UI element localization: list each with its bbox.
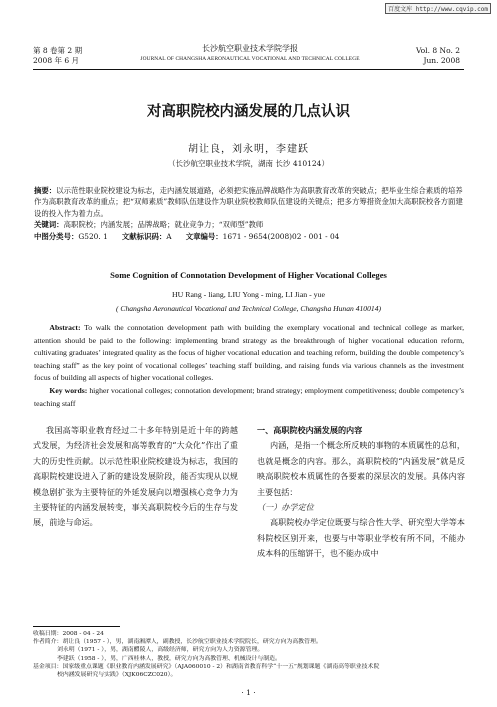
footnote bbox=[33, 630, 465, 679]
class-label: 中图分类号： bbox=[34, 231, 79, 241]
fund-line-1: 基金项目：国家级重点课题《职业教育内涵发展研究》（AJA060010 - 2）和湖南省教育科学“十一五”规划课题《湖南高等职业技术院 bbox=[33, 663, 380, 670]
issue-date-en: Jun. 2008 bbox=[423, 56, 460, 65]
fund-line-2: 校内涵发展研究与实践》（XJK06CZC020）。 bbox=[57, 672, 177, 679]
paper-title: 对高职院校内涵发展的几点认识 bbox=[147, 104, 350, 120]
journal-name-cn: 长沙航空职业技术学院学报 bbox=[202, 44, 298, 53]
abstract-cn-body bbox=[34, 185, 464, 219]
abstract-cn-label: 摘要： bbox=[34, 186, 57, 195]
journal-volume-info bbox=[33, 46, 82, 66]
body-left-column: 我国高等职业教育经过二十多年特别是近十年的跨越式发展，为经济社会发展和高等教育的“大众化”作出了重大的历史性贡献。以示范性职业院校建设为标志，我国的高职院校建设进入了新的建设发展阶段，能否实现从以规模急剧扩张为主要特征的外延发展向以增强核心竞争力为主要特征的内涵发展转变，事关高职院校今后的生存与发展，前途与命运。 bbox=[33, 425, 238, 528]
keywords-en-text: higher vocational colleges; connotation development; brand strategy; employment competitiveness; double competency’s teaching staff bbox=[34, 385, 464, 408]
abstract-en-body bbox=[34, 322, 464, 385]
author-bio-1: 作者简介：胡让良（1957 - ），男，湖南湘潭人，副教授，长沙航空职业技术学院院长，研究方向为高教管理。 bbox=[33, 639, 322, 646]
header-rule bbox=[33, 69, 464, 70]
abstract-en-label: Abstract: bbox=[49, 323, 81, 332]
doc-code-label: 文献标识码： bbox=[121, 231, 167, 241]
footnote-rule bbox=[33, 626, 120, 627]
paper-authors: 胡让良，刘永明，李建跃 bbox=[188, 144, 309, 155]
author-bio-2: 刘永明（1971 - ），男，湖南醴陵人，高级经济师，研究方向为人力资源管理。 bbox=[57, 647, 264, 654]
author-bio-3: 李建跃（1958 - ），男，广西桂林人，教授，研究方向为高教管理、机械设计与制造。 bbox=[57, 655, 281, 662]
issue-date: 2008 年 6 月 bbox=[33, 56, 80, 65]
abstract-en bbox=[34, 322, 464, 410]
volume-issue: 第 8 卷第 2 期 bbox=[33, 46, 83, 55]
subsection-heading-1: （一）办学定位 bbox=[257, 502, 314, 513]
journal-name bbox=[100, 43, 400, 62]
article-no: 1671 - 9654(2008)02 - 001 - 04 bbox=[222, 231, 340, 241]
english-authors: HU Rang - liang, LIU Yong - ming, LI Jian - yue bbox=[172, 290, 325, 299]
classification-line bbox=[34, 231, 464, 242]
journal-volume-info-en bbox=[416, 46, 460, 66]
paper-affiliation: （长沙航空职业技术学院，湖南 长沙 410124） bbox=[168, 159, 329, 168]
article-no-label: 文章编号： bbox=[185, 231, 223, 241]
abstract-cn-text: 以示范性职业院校建设为标志，走内涵发展道路，必须把实施品牌战略作为高职教育改革的突破点；把毕业生综合素质的培养作为高职教育改革的重点；把“双师素质”教师队伍建设作为职业院校教师队伍建设的关键点；把多方筹措资金加大高职院校各方面建设的投入作为着力点。 bbox=[34, 186, 463, 218]
paragraph-1: 内涵，是指一个概念所反映的事物的本质属性的总和，也就是概念的内容。那么，高职院校的“内涵发展”就是反映高职院校本质属性的各要素的深层次的发展。具体内容主要包括： bbox=[257, 440, 465, 497]
paragraph-2: 高职院校办学定位既要与综合性大学、研究型大学等本科院校区别开来，也要与中等职业学校有所不同，不能办成本科的压缩饼干，也不能办成中 bbox=[257, 517, 465, 559]
abstract-cn bbox=[34, 185, 464, 242]
keywords-cn bbox=[34, 219, 464, 230]
watermark-stamp: 百度文库 http://www.cqvip.com bbox=[385, 3, 491, 14]
body-right-column bbox=[257, 423, 465, 562]
volume-issue-en: Vol. 8 No. 2 bbox=[415, 46, 460, 55]
keywords-cn-text: 高职院校；内涵发展；品牌战略；就业竞争力；“双师型”教师 bbox=[63, 220, 264, 230]
doc-code: A bbox=[166, 231, 172, 241]
abstract-en-text: To walk the connotation development path with building the exemplary vocational and technical college as marker, attention should be paid to the following: implementing brand strategy as the breakthrough of higher vocational education reform, cultivating graduates’ integrated quality as the focus of higher vocational education and teaching reform, building the double competency’s teaching staff” as the key point of vocational colleges’ teaching staff building, and raising funds via various channels as the investment focus of building all aspects of higher vocational colleges. bbox=[34, 323, 464, 383]
received-date: 收稿日期：2008 - 04 - 24 bbox=[33, 631, 104, 637]
class-code: G520. 1 bbox=[78, 231, 108, 241]
page-number: · 1 · bbox=[241, 688, 256, 697]
english-affiliation: ( Changsha Aeronautical Vocational and Technical College, Changsha Hunan 410014) bbox=[115, 304, 382, 313]
english-title: Some Cognition of Connotation Development of Higher Vocational Colleges bbox=[110, 270, 387, 280]
journal-name-en: JOURNAL OF CHANGSHA AERONAUTICAL VOCATIONAL AND TECHNICAL COLLEGE bbox=[140, 56, 360, 62]
keywords-en bbox=[34, 385, 464, 410]
keywords-cn-label: 关键词： bbox=[34, 220, 64, 230]
keywords-en-label: Key words: bbox=[49, 385, 88, 395]
section-heading-1: 一、高职院校内涵发展的内容 bbox=[257, 425, 363, 435]
